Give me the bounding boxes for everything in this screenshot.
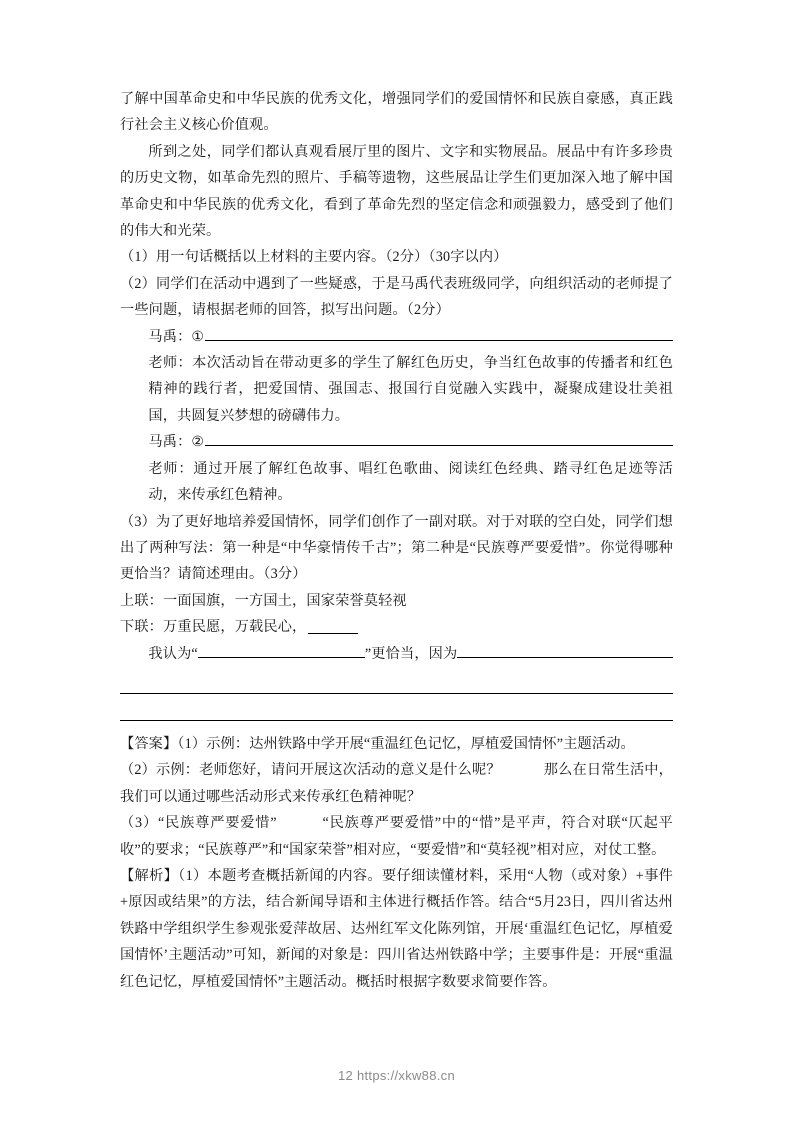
opinion-lead-text: 我认为“ — [148, 645, 198, 662]
dialogue-speaker-label: 马禹： — [148, 434, 192, 451]
dialogue-speaker-label: 老师： — [148, 355, 193, 372]
dialogue-row-mayu-1 — [148, 324, 673, 350]
analysis-item-number: （1） — [178, 867, 208, 884]
answer-item-text-3: “民族尊严要爱惜” “民族尊严要爱惜”中的“惜”是平声，符合对联“仄起平收”的要求；“民族尊严”和“国家荣誉”相对应，“要爱惜”和“莫轻视”相对应，对仗工整。 — [120, 815, 673, 858]
dialogue-marker-2: ② — [191, 434, 205, 451]
analysis-item-text-1: 本题考查概括新闻的内容。要仔细读懂材料，采用“人物（或对象）+事件+原因或结果”的方法，结合新闻导语和主体进行概括作答。结合“5月23日，四川省达州铁路中学组织学生参观张爱萍故居、达州红军文化陈列馆，开展‘重温红色记忆，厚植爱国情怀’主题活动”可知，新闻的对象是：四川省达州铁路中学；主要事件是：开展“重温红色记忆，厚植爱国情怀”主题活动。概括时根据字数要求简要作答。 — [120, 867, 673, 990]
paragraph-exhibition: 所到之处，同学们都认真观看展厅里的图片、文字和实物展品。展品中有许多珍贵的历史文物，如革命先烈的照片、手稿等遗物，这些展品让学生们更加深入地了解中国革命史和中华民族的优秀文化，看到了革命先烈的坚定信念和顽强毅力，感受到了他们的伟大和光荣。 — [120, 143, 673, 240]
answer-section-label: 【答案】 — [120, 735, 178, 752]
dialogue-speaker-label: 老师： — [148, 460, 194, 477]
couplet-lower-prefix: 下联：万重民愿，万载民心， — [120, 619, 307, 636]
couplet-lower-line — [120, 614, 673, 640]
question-1-text: （1）用一句话概括以上材料的主要内容。（2分）（30字以内） — [120, 249, 508, 266]
section-spacer — [120, 721, 673, 731]
dialogue-row-mayu-2 — [148, 429, 673, 455]
dialogue-speaker-label: 马禹： — [148, 328, 192, 345]
answer-item-2 — [120, 757, 673, 810]
writing-line-row — [120, 694, 673, 721]
analysis-section-first-line — [120, 863, 673, 995]
answer-blank-2[interactable] — [205, 431, 673, 446]
opinion-answer-row — [148, 641, 673, 667]
opinion-reason-blank[interactable] — [457, 643, 673, 658]
answer-item-number: （3） — [120, 815, 158, 832]
answer-item-text-2: 示例：老师您好，请问开展这次活动的意义是什么呢？ 那么在日常生活中，我们可以通过哪些活动形式来传承红色精神呢？ — [120, 762, 674, 805]
question-2-text: （2）同学们在活动中遇到了一些疑惑，于是马禹代表班级同学，向组织活动的老师提了一些问题，请根据老师的回答，拟写出问题。（2分） — [120, 275, 673, 319]
dialogue-teacher-text-2: 通过开展了解红色故事、唱红色歌曲、阅读红色经典、踏寻红色足迹等活动，来传承红色精神。 — [148, 460, 673, 504]
answer-item-number: （2） — [120, 762, 156, 779]
couplet-blank[interactable] — [308, 619, 358, 634]
answer-item-3 — [120, 810, 673, 863]
writing-blank-line-2[interactable] — [120, 720, 673, 721]
answer-blank-1[interactable] — [205, 326, 673, 341]
dialogue-row-teacher-1 — [148, 350, 673, 429]
page-content — [120, 86, 673, 995]
page-footer-watermark: 12 https://xkw88.cn — [338, 1068, 455, 1083]
analysis-section-label: 【解析】 — [120, 867, 179, 884]
dialogue-teacher-text-1: 本次活动旨在带动更多的学生了解红色历史，争当红色故事的传播者和红色精神的践行者，把爱国情、强国志、报国行自觉融入实践中，凝聚成建设壮美祖国，共圆复兴梦想的磅礴伟力。 — [148, 355, 673, 424]
answer-item-text-1: 示例：达州铁路中学开展“重温红色记忆，厚植爱国情怀”主题活动。 — [206, 735, 635, 752]
writing-line-row — [120, 667, 673, 694]
answer-section-first-line — [120, 731, 673, 757]
dialogue-marker-1: ① — [191, 328, 205, 345]
couplet-upper-line: 上联：一面国旗，一方国土，国家荣誉莫轻视 — [120, 592, 407, 609]
opinion-choice-blank[interactable] — [198, 643, 365, 658]
dialogue-row-teacher-2 — [148, 456, 673, 509]
opinion-mid-text: ”更恰当，因为 — [364, 645, 458, 662]
question-3-text: （3）为了更好地培养爱国情怀，同学们创作了一副对联。对于对联的空白处，同学们想出了两种写法：第一种是“中华豪情传千古”；第二种是“民族尊严要爱惜”。你觉得哪种更恰当？请简述理由。（3分） — [120, 513, 673, 583]
answer-item-number: （1） — [177, 735, 207, 752]
paragraph-intro-continued: 了解中国革命史和中华民族的优秀文化，增强同学们的爱国情怀和民族自豪感，真正践行社会主义核心价值观。 — [120, 91, 673, 134]
writing-blank-line-1[interactable] — [120, 693, 673, 694]
